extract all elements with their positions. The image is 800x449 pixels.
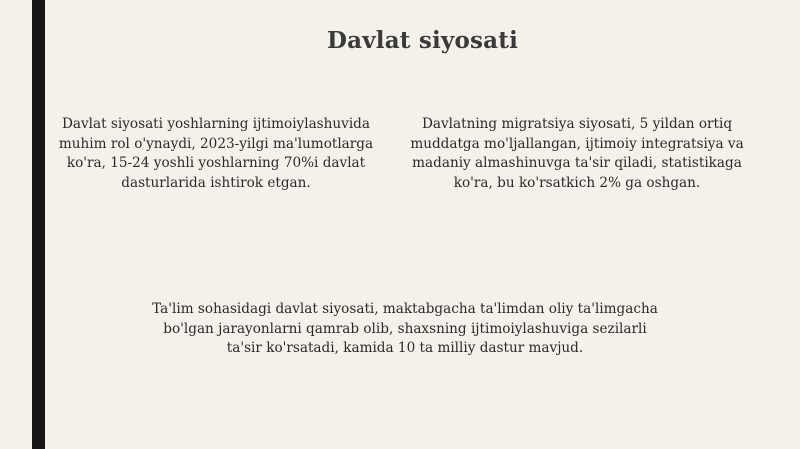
paragraph-migration-policy: Davlatning migratsiya siyosati, 5 yildan ortiq muddatga mo'ljallangan, ijtimoiy integratsiya va madaniy almashinuvga ta'sir qiladi, statistikaga ko'ra, bu ko'rsatkich 2% ga oshgan.	[410, 116, 744, 191]
accent-bar	[32, 0, 45, 449]
slide-title: Davlat siyosati	[326, 27, 519, 54]
paragraph-education-policy: Ta'lim sohasidagi davlat siyosati, maktabgacha ta'limdan oliy ta'limgacha bo'lgan jarayonlarni qamrab olib, shaxsning ijtimoiylashuviga sezilarli ta'sir ko'rsatadi, kamida 10 ta milliy dastur mavjud.	[152, 301, 658, 356]
paragraph-youth-socialization: Davlat siyosati yoshlarning ijtimoiylashuvida muhim rol o'ynaydi, 2023-yilgi ma'lumotlarga ko'ra, 15-24 yoshli yoshlarning 70%i davlat dasturlarida ishtirok etgan.	[58, 116, 374, 191]
